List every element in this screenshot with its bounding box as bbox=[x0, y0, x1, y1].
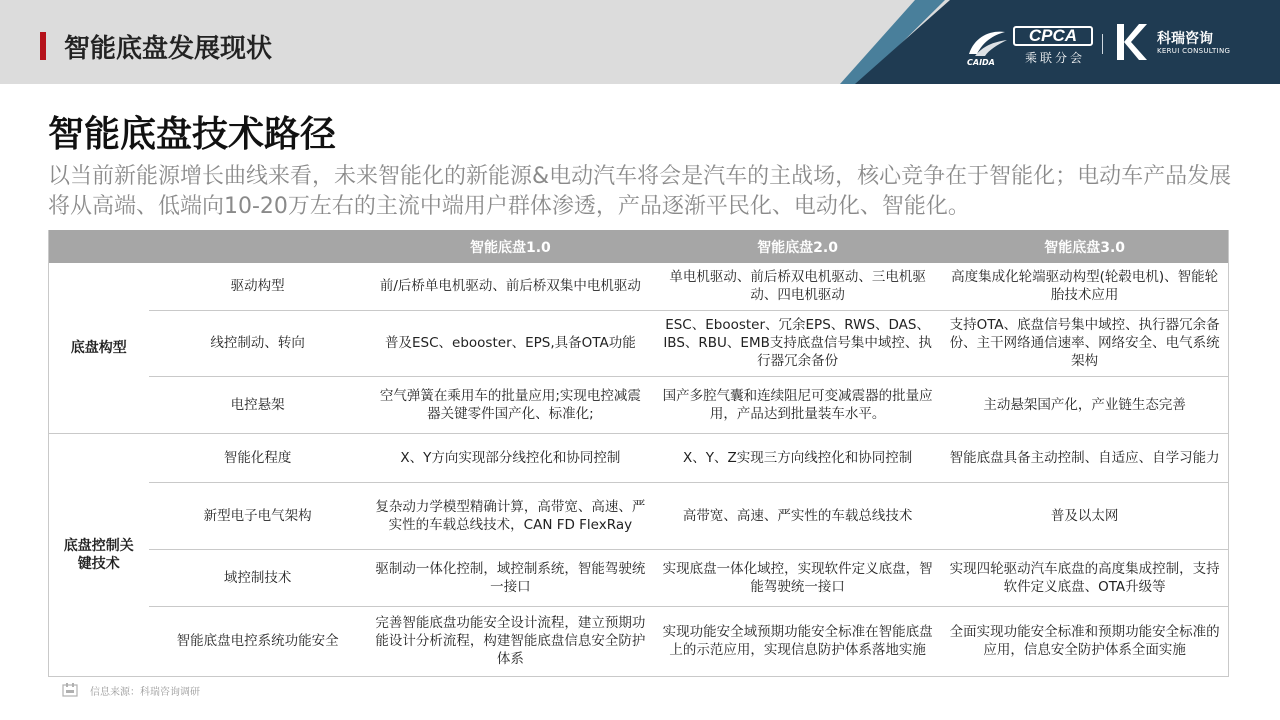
row-item: 驱动构型 bbox=[149, 263, 367, 310]
row-v1: 普及ESC、ebooster、EPS,具备OTA功能 bbox=[367, 310, 654, 376]
row-v1: 空气弹簧在乘用车的批量应用;实现电控减震器关键零件国产化、标准化; bbox=[367, 376, 654, 433]
table-header-cell bbox=[49, 230, 149, 263]
table-header-row bbox=[49, 230, 1229, 263]
logo-divider bbox=[1102, 34, 1103, 54]
row-v3: 智能底盘具备主动控制、自适应、自学习能力 bbox=[941, 433, 1228, 482]
row-v1: 复杂动力学模型精确计算，高带宽、高速、严实性的车载总线技术，CAN FD FlexRay bbox=[367, 482, 654, 549]
row-v2: X、Y、Z实现三方向线控化和协同控制 bbox=[654, 433, 941, 482]
table-row bbox=[49, 376, 1229, 433]
intro-paragraph: 以当前新能源增长曲线来看，未来智能化的新能源&电动汽车将会是汽车的主战场，核心竞争在于智能化；电动车产品发展将从高端、低端向10-20万左右的主流中端用户群体渗透，产品逐渐平民化、电动化、智能化。 bbox=[48, 164, 1232, 219]
source-text: 信息来源：科瑞咨询调研 bbox=[90, 686, 200, 698]
table-row bbox=[49, 433, 1229, 482]
row-v3: 实现四轮驱动汽车底盘的高度集成控制，支持软件定义底盘、OTA升级等 bbox=[941, 549, 1228, 606]
row-v3: 高度集成化轮端驱动构型(轮毂电机)、智能轮胎技术应用 bbox=[941, 263, 1228, 310]
section-title: 智能底盘技术路径 bbox=[48, 114, 337, 155]
group-label: 底盘构型 bbox=[49, 263, 149, 433]
kerui-logo-en: KERUI CONSULTING bbox=[1157, 47, 1231, 55]
row-item: 智能化程度 bbox=[149, 433, 367, 482]
row-v2: 实现底盘一体化域控，实现软件定义底盘，智能驾驶统一接口 bbox=[654, 549, 941, 606]
tech-path-table bbox=[48, 230, 1229, 677]
kerui-k-icon bbox=[1115, 22, 1149, 62]
row-item: 新型电子电气架构 bbox=[149, 482, 367, 549]
table-header-cell bbox=[149, 230, 367, 263]
row-v1: X、Y方向实现部分线控化和协同控制 bbox=[367, 433, 654, 482]
title-accent-bar bbox=[40, 32, 46, 60]
row-v2: 国产多腔气囊和连续阻尼可变减震器的批量应用，产品达到批量装车水平。 bbox=[654, 376, 941, 433]
table-row bbox=[49, 549, 1229, 606]
row-item: 智能底盘电控系统功能安全 bbox=[149, 606, 367, 676]
row-v1: 完善智能底盘功能安全设计流程，建立预期功能设计分析流程，构建智能底盘信息安全防护体系 bbox=[367, 606, 654, 676]
cpca-logo bbox=[965, 22, 1093, 66]
row-v3: 支持OTA、底盘信号集中域控、执行器冗余备份、主干网络通信速率、网络安全、电气系统架构 bbox=[941, 310, 1228, 376]
row-item: 域控制技术 bbox=[149, 549, 367, 606]
group-label: 底盘控制关键技术 bbox=[49, 433, 149, 676]
cpca-logo-text: CPCA bbox=[1013, 26, 1093, 46]
table-row bbox=[49, 482, 1229, 549]
table-row bbox=[49, 263, 1229, 310]
page-title: 智能底盘发展现状 bbox=[64, 34, 273, 64]
row-v1: 驱制动一体化控制，域控制系统，智能驾驶统一接口 bbox=[367, 549, 654, 606]
kerui-logo-cn: 科瑞咨询 bbox=[1157, 31, 1213, 47]
row-v2: 单电机驱动、前后桥双电机驱动、三电机驱动、四电机驱动 bbox=[654, 263, 941, 310]
row-v3: 主动悬架国产化，产业链生态完善 bbox=[941, 376, 1228, 433]
source-icon bbox=[62, 683, 78, 697]
table-header-cell: 智能底盘1.0 bbox=[367, 230, 654, 263]
header-band bbox=[0, 0, 1280, 84]
row-v2: ESC、Ebooster、冗余EPS、RWS、DAS、IBS、RBU、EMB支持底盘信号集中域控、执行器冗余备份 bbox=[654, 310, 941, 376]
row-item: 电控悬架 bbox=[149, 376, 367, 433]
row-item: 线控制动、转向 bbox=[149, 310, 367, 376]
row-v2: 高带宽、高速、严实性的车载总线技术 bbox=[654, 482, 941, 549]
table-header-cell: 智能底盘2.0 bbox=[654, 230, 941, 263]
row-v2: 实现功能安全域预期功能安全标准在智能底盘上的示范应用，实现信息防护体系落地实施 bbox=[654, 606, 941, 676]
row-v1: 前/后桥单电机驱动、前后桥双集中电机驱动 bbox=[367, 263, 654, 310]
cpca-swoosh-icon bbox=[965, 26, 1009, 60]
table-row bbox=[49, 606, 1229, 676]
row-v3: 全面实现功能安全标准和预期功能安全标准的应用，信息安全防护体系全面实施 bbox=[941, 606, 1228, 676]
source-footer bbox=[62, 682, 200, 698]
cpca-logo-cn: 乘联分会 bbox=[1025, 51, 1086, 65]
table-header-cell: 智能底盘3.0 bbox=[941, 230, 1228, 263]
kerui-logo bbox=[1115, 20, 1235, 64]
cpca-logo-sub: CAIDA bbox=[967, 58, 995, 67]
table-row bbox=[49, 310, 1229, 376]
row-v3: 普及以太网 bbox=[941, 482, 1228, 549]
